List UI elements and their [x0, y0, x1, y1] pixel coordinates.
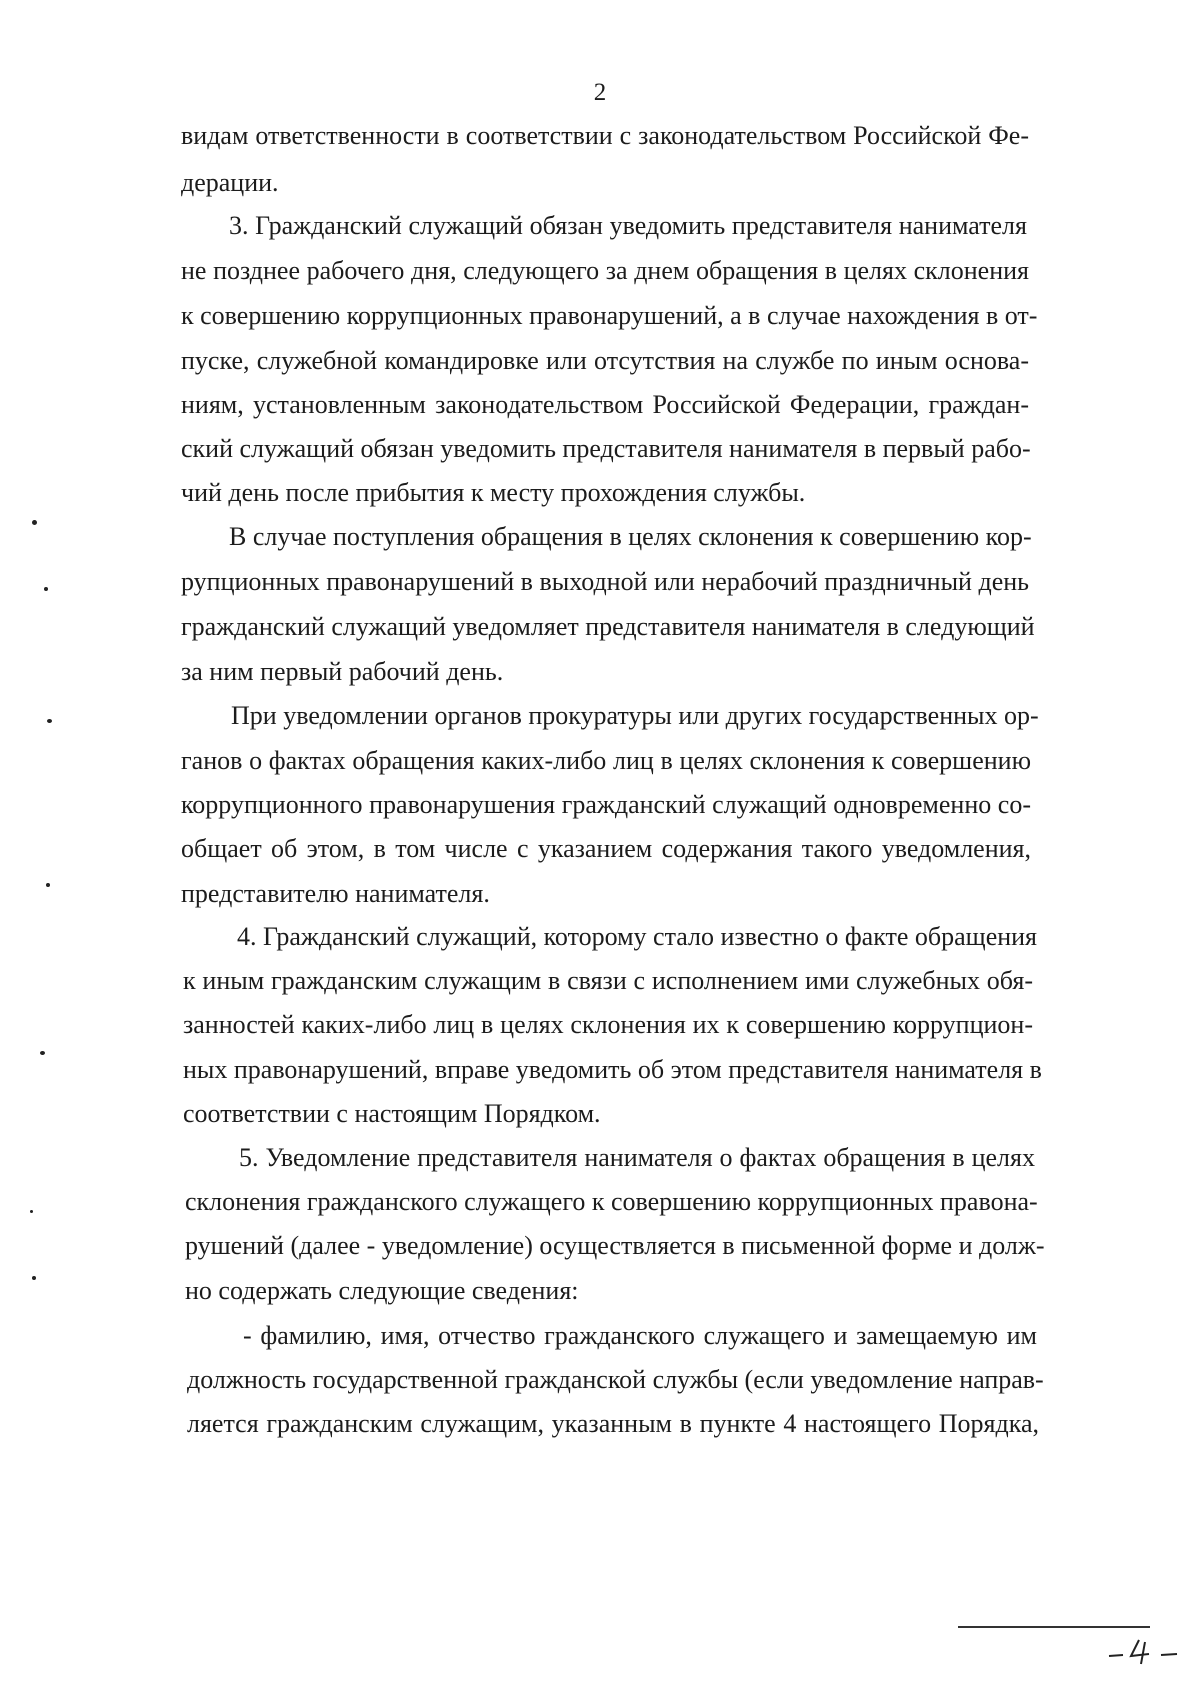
- text-line: должность государственной гражданской службы (если уведомление направ-: [187, 1365, 1044, 1394]
- scan-speck: [32, 520, 37, 525]
- text-line: видам ответственности в соответствии с законодательством Российской Фе-: [181, 121, 1029, 150]
- text-line: ский служащий обязан уведомить представителя нанимателя в первый рабо-: [181, 434, 1031, 463]
- text-line: 3. Гражданский служащий обязан уведомить представителя нанимателя: [229, 211, 1027, 240]
- text-line: При уведомлении органов прокуратуры или других государственных ор-: [231, 701, 1039, 730]
- text-line: 4. Гражданский служащий, которому стало известно о факте обращения: [237, 922, 1038, 951]
- scan-speck: [46, 883, 50, 887]
- text-line: к иным гражданским служащим в связи с исполнением ими служебных обя-: [183, 966, 1033, 995]
- scan-speck: [32, 1276, 36, 1280]
- scan-speck: [44, 587, 48, 591]
- text-line: коррупционного правонарушения гражданский служащий одновременно со-: [181, 790, 1031, 819]
- text-line: рупционных правонарушений в выходной или нерабочий праздничный день: [181, 567, 1029, 596]
- text-line: ганов о фактах обращения каких-либо лиц в целях склонения к совершению: [181, 746, 1031, 775]
- text-line: ниям, установленным законодательством Российской Федерации, граждан-: [181, 390, 1029, 419]
- text-line: представителю нанимателя.: [181, 879, 490, 908]
- text-line: за ним первый рабочий день.: [181, 657, 504, 686]
- text-line: к совершению коррупционных правонарушений, а в случае нахождения в от-: [181, 301, 1038, 330]
- text-line: склонения гражданского служащего к совершению коррупционных правона-: [185, 1187, 1038, 1216]
- text-line: общает об этом, в том числе с указанием содержания такого уведомления,: [181, 834, 1031, 863]
- text-line: рушений (далее - уведомление) осуществляется в письменной форме и долж-: [185, 1231, 1045, 1260]
- scan-speck: [47, 719, 52, 723]
- text-line: но содержать следующие сведения:: [185, 1276, 579, 1305]
- page-number: 2: [593, 79, 607, 106]
- text-line: не позднее рабочего дня, следующего за днем обращения в целях склонения: [181, 256, 1029, 285]
- footer-rule: [958, 1626, 1150, 1628]
- text-line: гражданский служащий уведомляет представителя нанимателя в следующий: [181, 612, 1035, 641]
- text-line: ных правонарушений, вправе уведомить об этом представителя нанимателя в: [183, 1055, 1042, 1084]
- text-line: В случае поступления обращения в целях склонения к совершению кор-: [229, 522, 1032, 551]
- scan-speck: [40, 1051, 45, 1055]
- text-line: занностей каких-либо лиц в целях склонения их к совершению коррупцион-: [183, 1010, 1033, 1039]
- text-line: 5. Уведомление представителя нанимателя о фактах обращения в целях: [239, 1143, 1035, 1172]
- text-line: чий день после прибытия к месту прохождения службы.: [181, 478, 806, 507]
- text-line: пуске, служебной командировке или отсутствия на службе по иным основа-: [181, 346, 1029, 375]
- text-line: ляется гражданским служащим, указанным в пункте 4 настоящего Порядка,: [187, 1409, 1039, 1438]
- text-line: дерации.: [181, 168, 279, 197]
- scan-speck: [30, 1210, 33, 1213]
- text-line: - фамилию, имя, отчество гражданского служащего и замещаемую им: [243, 1321, 1037, 1350]
- text-line: соответствии с настоящим Порядком.: [183, 1099, 601, 1128]
- handwritten-page-mark: [1105, 1630, 1185, 1670]
